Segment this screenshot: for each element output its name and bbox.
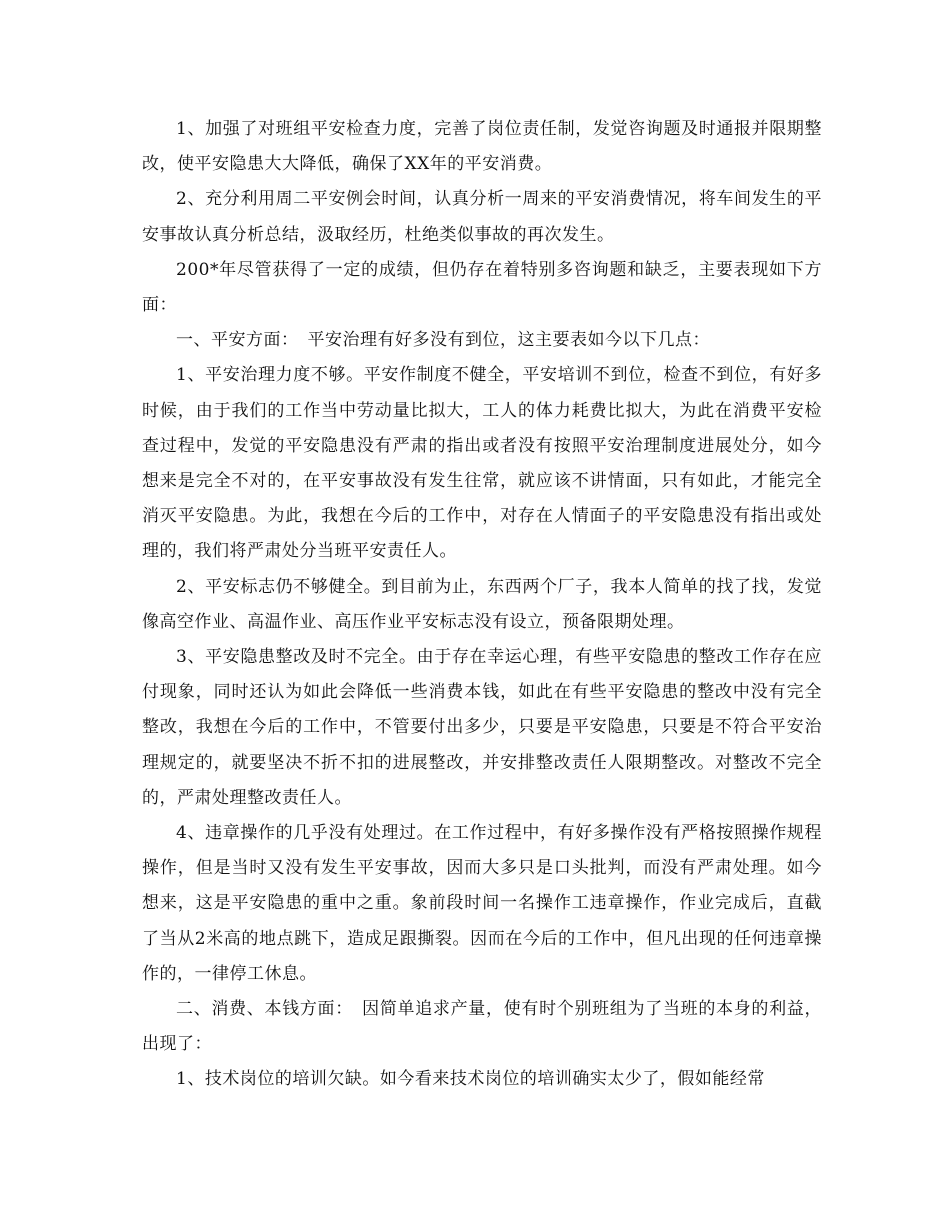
paragraph-3: 200*年尽管获得了一定的成绩，但仍存在着特别多咨询题和缺乏，主要表现如下方面： [142, 259, 822, 316]
section-heading-safety: 一、平安方面： 平安治理有好多没有到位，这主要表如今以下几点： [176, 330, 710, 351]
section-heading-production: 二、消费、本钱方面： 因简单追求产量，使有时个别班组为了当班的本身的利益，出现了： [142, 999, 822, 1055]
paragraph-production-1: 1、技术岗位的培训欠缺。如今看来技术岗位的培训确实太少了，假如能经常 [176, 1069, 765, 1090]
paragraph-2: 2、充分利用周二平安例会时间，认真分析一周来的平安消费情况，将车间发生的平安事故认真分析总结，汲取经历，杜绝类似事故的再次发生。 [142, 189, 822, 245]
paragraph-1: 1、加强了对班组平安检查力度，完善了岗位责任制，发觉咨询题及时通报并限期整改，使平安隐患大大降低，确保了XX年的平安消费。 [142, 119, 822, 175]
paragraph-safety-2: 2、平安标志仍不够健全。到目前为止，东西两个厂子，我本人简单的找了找，发觉像高空作业、高温作业、高压作业平安标志没有设立，预备限期处理。 [142, 576, 822, 632]
paragraph-safety-4: 4、违章操作的几乎没有处理过。在工作过程中，有好多操作没有严格按照操作规程操作，但是当时又没有发生平安事故，因而大多只是口头批判，而没有严肃处理。如今想来，这是平安隐患的重中之重。象前段时间一名操作工违章操作，作业完成后，直截了当从2米高的地点跳下，造成足跟撕裂。因而在今后的工作中，但凡出现的任何违章操作的，一律停工休息。 [142, 823, 822, 984]
paragraph-safety-3: 3、平安隐患整改及时不完全。由于存在幸运心理，有些平安隐患的整改工作存在应付现象，同时还认为如此会降低一些消费本钱，如此在有些平安隐患的整改中没有完全整改，我想在今后的工作中，不管要付出多少，只要是平安隐患，只要是不符合平安治理规定的，就要坚决不折不扣的进展整改，并安排整改责任人限期整改。对整改不完全的，严肃处理整改责任人。 [142, 647, 822, 808]
document-body [142, 112, 822, 1098]
paragraph-safety-1: 1、平安治理力度不够。平安作制度不健全，平安培训不到位，检查不到位，有好多时候，由于我们的工作当中劳动量比拟大，工人的体力耗费比拟大，为此在消费平安检查过程中，发觉的平安隐患没有严肃的指出或者没有按照平安治理制度进展处分，如今想来是完全不对的，在平安事故没有发生往常，就应该不讲情面，只有如此，才能完全消灭平安隐患。为此，我想在今后的工作中，对存在人情面子的平安隐患没有指出或处理的，我们将严肃处分当班平安责任人。 [142, 365, 822, 562]
